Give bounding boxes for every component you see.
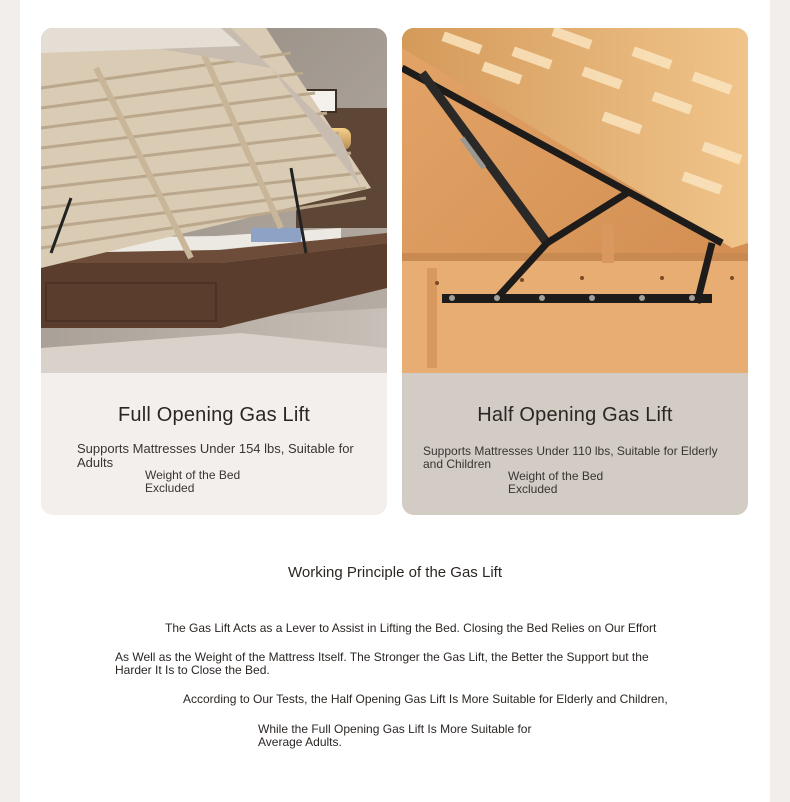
full-opening-card bbox=[41, 28, 387, 515]
bed-full-opening-photo bbox=[41, 28, 387, 373]
card-description: Supports Mattresses Under 110 lbs, Suitable for Elderly and Children bbox=[423, 444, 718, 471]
principle-line-4: While the Full Opening Gas Lift Is More Suitable for Average Adults. bbox=[258, 722, 532, 749]
card-title: Full Opening Gas Lift bbox=[117, 404, 311, 426]
principle-title: Working Principle of the Gas Lift bbox=[288, 564, 502, 581]
bed-half-opening-photo bbox=[402, 28, 748, 373]
principle-line-3: According to Our Tests, the Half Opening Gas Lift Is More Suitable for Elderly and Children, bbox=[183, 692, 668, 706]
principle-line-1: The Gas Lift Acts as a Lever to Assist in Lifting the Bed. Closing the Bed Relies on Our Effort bbox=[165, 621, 657, 635]
principle-line-2: As Well as the Weight of the Mattress Itself. The Stronger the Gas Lift, the Better the Support but the Harder It Is to Close the Bed. bbox=[115, 650, 649, 677]
card-description: Supports Mattresses Under 154 lbs, Suitable for Adults bbox=[77, 441, 354, 470]
card-title: Half Opening Gas Lift bbox=[477, 404, 673, 426]
card-note: Weight of the Bed Excluded bbox=[508, 469, 604, 496]
card-note: Weight of the Bed Excluded bbox=[145, 468, 241, 495]
page bbox=[20, 0, 770, 802]
half-opening-card bbox=[402, 28, 748, 515]
